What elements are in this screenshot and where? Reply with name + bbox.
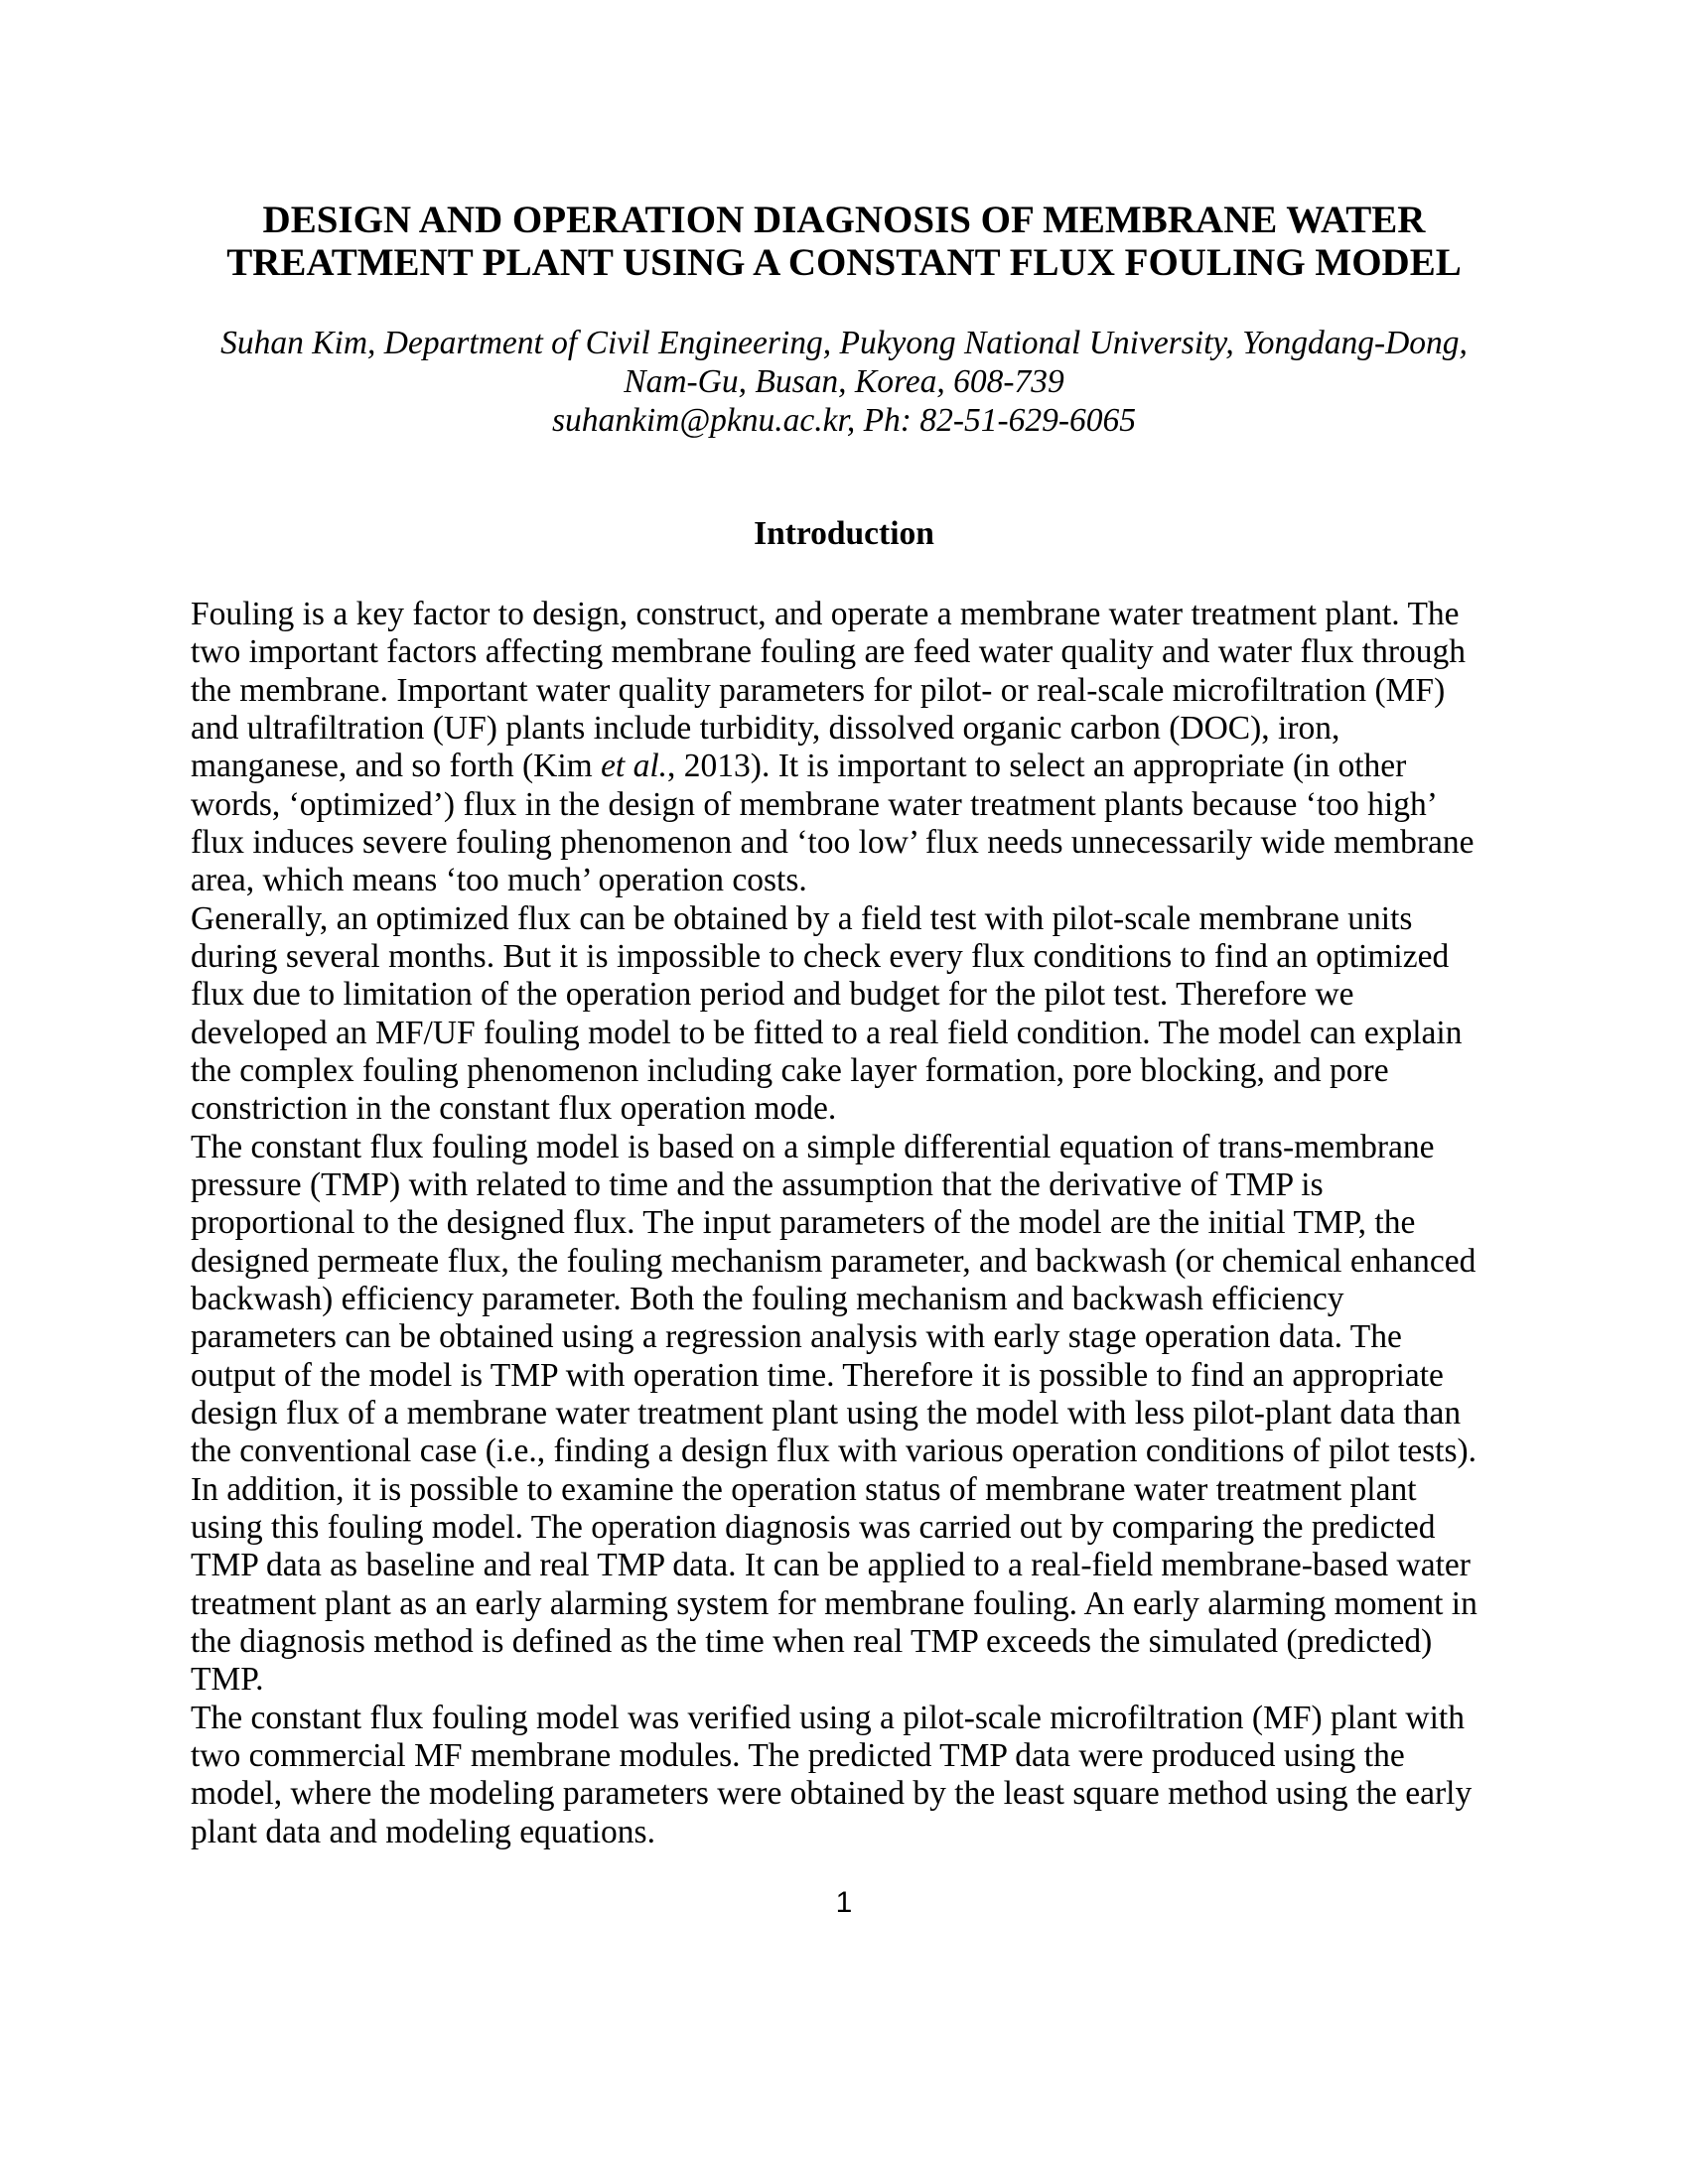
paragraph-2 [191, 900, 1497, 1129]
text-line: pressure (TMP) with related to time and the assumption that the derivative of TMP is [191, 1165, 1324, 1203]
text-line: developed an MF/UF fouling model to be fitted to a real field condition. The model can explain [191, 1014, 1463, 1051]
text-line: area, which means ‘too much’ operation costs. [191, 862, 807, 899]
text-line: model, where the modeling parameters were obtained by the least square method using the early [191, 1775, 1473, 1813]
text-line: The constant flux fouling model is based on a simple differential equation of trans-membrane [191, 1128, 1435, 1165]
paragraph-4 [191, 1700, 1497, 1851]
text-line: designed permeate flux, the fouling mechanism parameter, and backwash (or chemical enhanced [191, 1242, 1477, 1280]
text-line: the conventional case (i.e., finding a design flux with various operation conditions of pilot tests). [191, 1433, 1477, 1470]
text-line: two commercial MF membrane modules. The predicted TMP data were produced using the [191, 1736, 1405, 1774]
text-line: flux due to limitation of the operation period and budget for the pilot test. Therefore we [191, 976, 1354, 1014]
text-line: In addition, it is possible to examine the operation status of membrane water treatment plant [191, 1470, 1417, 1508]
text-line: parameters can be obtained using a regression analysis with early stage operation data. The [191, 1318, 1402, 1356]
text-line: output of the model is TMP with operation time. Therefore it is possible to find an appropriate [191, 1356, 1444, 1394]
text-line: treatment plant as an early alarming system for membrane fouling. An early alarming moment in [191, 1584, 1477, 1622]
text-line: plant data and modeling equations. [191, 1813, 655, 1850]
text-line: Generally, an optimized flux can be obtained by a field test with pilot-scale membrane units [191, 899, 1413, 937]
body-text [191, 596, 1497, 1851]
author-line: Suhan Kim, Department of Civil Engineering, Pukyong National University, Yongdang-Dong, [220, 325, 1468, 361]
title-line: TREATMENT PLANT USING A CONSTANT FLUX FOULING MODEL [226, 241, 1462, 284]
text-line: The constant flux fouling model was verified using a pilot-scale microfiltration (MF) plant with [191, 1699, 1465, 1736]
text-line: backwash) efficiency parameter. Both the fouling mechanism and backwash efficiency [191, 1280, 1344, 1317]
page-number: 1 [835, 1886, 853, 1919]
text-line [191, 748, 1497, 785]
text-line: Fouling is a key factor to design, construct, and operate a membrane water treatment plant. The [191, 596, 1460, 632]
text-line: flux induces severe fouling phenomenon and ‘too low’ flux needs unnecessarily wide membrane [191, 823, 1475, 861]
text-line: the diagnosis method is defined as the time when real TMP exceeds the simulated (predicted) [191, 1622, 1433, 1660]
text-line: two important factors affecting membrane fouling are feed water quality and water flux through [191, 633, 1467, 671]
paper-title [191, 199, 1497, 284]
text-line: the membrane. Important water quality parameters for pilot- or real-scale microfiltration (MF) [191, 671, 1446, 709]
text-line: TMP data as baseline and real TMP data. It can be applied to a real-field membrane-based water [191, 1547, 1471, 1584]
author-line: Nam-Gu, Busan, Korea, 608-739 [624, 363, 1064, 400]
text-line: using this fouling model. The operation diagnosis was carried out by comparing the predicted [191, 1508, 1436, 1546]
text-line: proportional to the designed flux. The input parameters of the model are the initial TMP, the [191, 1204, 1416, 1242]
text-line: and ultrafiltration (UF) plants include turbidity, dissolved organic carbon (DOC), iron, [191, 709, 1340, 747]
author-line: suhankim@pknu.ac.kr, Ph: 82-51-629-6065 [551, 402, 1137, 439]
text-segment: , 2013). It is important to select an appropriate (in other [667, 748, 1407, 785]
text-line: words, ‘optimized’) flux in the design of membrane water treatment plants because ‘too high’ [191, 785, 1438, 823]
text-line: constriction in the constant flux operation mode. [191, 1090, 837, 1128]
text-line: during several months. But it is impossible to check every flux conditions to find an optimized [191, 937, 1450, 975]
text-segment: manganese, and so forth (Kim [191, 748, 602, 785]
paragraph-3 [191, 1129, 1497, 1700]
text-line: design flux of a membrane water treatment plant using the model with less pilot-plant data than [191, 1394, 1462, 1432]
text-line: TMP. [191, 1661, 264, 1699]
paragraph-1 [191, 596, 1497, 900]
author-affiliation [191, 324, 1497, 440]
text-line: the complex fouling phenomenon including cake layer formation, pore blocking, and pore [191, 1051, 1389, 1089]
title-line: DESIGN AND OPERATION DIAGNOSIS OF MEMBRANE WATER [262, 199, 1426, 241]
section-heading: Introduction [754, 515, 934, 552]
text-segment: et al. [601, 748, 668, 785]
